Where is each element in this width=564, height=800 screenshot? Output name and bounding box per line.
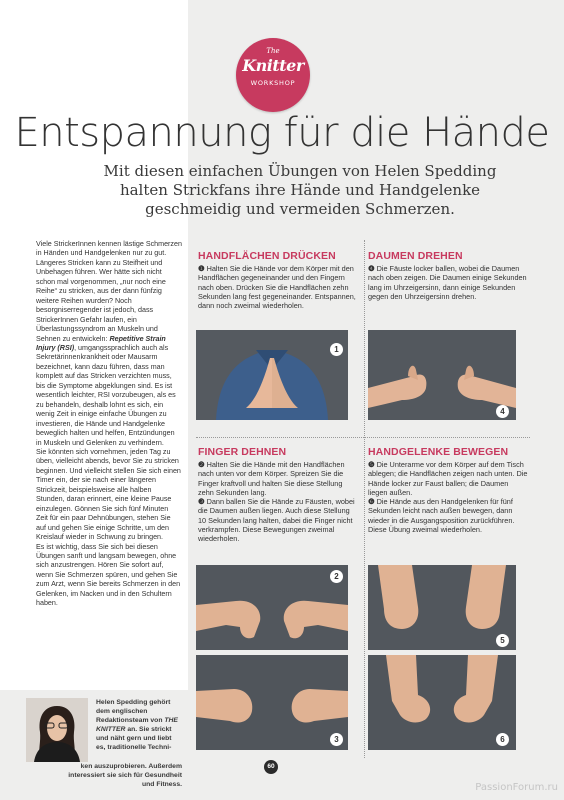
watermark: PassionForum.ru: [475, 782, 558, 793]
body-p1-part-b: , umgangssprachlich auch als Sekretärinnenkrankheit oder Mausarm bezeichnet, kann dazu führen, dass man komplett auf das Stricken verzichten muss, bis die Symptome abgeklungen sind. Es ist wesentlich leichter, RSI vorzubeugen, als es zu behandeln, deshalb lohnt es sich, ein wenig Zeit in einige einfache Übungen zu investieren, die Hände und Handgelenke beweglich halten und helfen, Entzündungen in Muskeln und Gelenken zu verhindern.: [36, 343, 176, 447]
section-text-handflaechen: [198, 264, 358, 310]
photo-finger-faust: [196, 655, 348, 750]
photo-finger-dehnen: [196, 565, 348, 650]
body-p1-part-a: Viele StrickerInnen kennen lästige Schmerzen in Händen und Handgelenken nur zu gut. Längeres Stricken kann zu Steifheit und Unbehagen führen. Wer hätte sich nicht schon mal vorgenommen, „nur noch eine Reihe“ zu stricken, aus der dann fünfzig weitere Reihen wurden? Noch besorgniserregender ist jedoch, dass StrickerInnen Gefahr laufen, ein Überlastungssyndrom an Muskeln und Sehnen zu entwickeln:: [36, 240, 182, 343]
page-title: Entspannung für die Hände: [14, 110, 550, 156]
body-paragraph-1: [36, 240, 182, 448]
page-number: 60: [264, 760, 278, 774]
logo-knitter: Knitter: [242, 56, 304, 75]
column-divider: [364, 240, 365, 758]
photo-1-image: [196, 330, 348, 420]
photo-badge-2: 2: [330, 570, 343, 583]
section-title-handflaechen: HANDFLÄCHEN DRÜCKEN: [198, 250, 336, 262]
section-text-daumen: [368, 264, 528, 301]
body-paragraph-2: Sie könnten sich vornehmen, jeden Tag zu üben, vielleicht abends, bevor Sie zu stricken beginnen. Und vielleicht stellen Sie sich einen Timer ein, der sie nach einer längeren Strickzeit, beispielsweise alle halben Stunden, daran erinnert, eine kleine Pause einzulegen. Gönnen Sie sich fünf Minuten Zeit für ein paar Dehnübungen, stehen Sie auf und gehen Sie einige Schritte, um den Kreislauf wieder in Schwung zu bringen.: [36, 447, 181, 542]
knitter-workshop-logo: [236, 38, 310, 112]
author-text-magazine: THE KNITTER: [96, 717, 178, 733]
step-number-6: ❻: [368, 497, 375, 507]
step-number-3: ❸: [198, 497, 205, 507]
photo-3-image: [196, 655, 348, 750]
step-text-3: Dann ballen Sie die Hände zu Fäusten, wobei die Daumen außen liegen. Auch diese Stellung 10 Sekunden lang halten, dabei die Finger nicht verkrampfen. Diese Bewegungen zweimal wiederholen.: [198, 497, 355, 544]
step-text-2: Halten Sie die Hände mit den Handflächen nach unten vor dem Körper. Spreizen Sie die Finger kraftvoll und halten Sie diese Stellung zehn Sekunden lang.: [198, 460, 345, 497]
step-text-1: Halten Sie die Hände vor dem Körper mit den Handflächen gegeneinander und den Fingern nach oben. Drücken Sie die Handflächen zehn Sekunden lang fest gegeneinander. Entspannen, dann noch zweimal wiederholen.: [198, 264, 356, 311]
section-text-finger: [198, 460, 358, 544]
body-paragraph-3: Es ist wichtig, dass Sie sich bei diesen Übungen sanft und langsam bewegen, ohne sich anzustrengen. Hören Sie sofort auf, wenn Sie Schmerzen spüren, und gehen Sie zum Arzt, wenn Sie bereits Schmerzen in den Gelenken, im Nacken und in den Schultern haben.: [36, 542, 181, 608]
logo-workshop: WORKSHOP: [250, 79, 296, 87]
photo-handgelenke-1: [368, 565, 516, 650]
photo-2-image: [196, 565, 348, 650]
photo-badge-4: 4: [496, 405, 509, 418]
section-text-handgelenke: [368, 460, 528, 534]
step-text-5: Die Unterarme vor dem Körper auf dem Tisch ablegen; die Handflächen zeigen nach unten. Die Hände locker zur Faust ballen; die Daumen liegen außen.: [368, 460, 528, 497]
section-title-handgelenke: HANDGELENKE BEWEGEN: [368, 446, 509, 458]
article-body: [36, 240, 182, 609]
photo-4-image: [368, 330, 516, 420]
step-text-4: Die Fäuste locker ballen, wobei die Daumen nach oben zeigen. Die Daumen einige Sekunden lang im Uhrzeigersinn, dann einige Sekunden gegen den Uhrzeigersinn drehen.: [368, 264, 527, 301]
step-number-2: ❷: [198, 460, 205, 469]
author-text-a: Helen Spedding gehört dem englischen Redaktionsteam von: [96, 699, 171, 724]
author-portrait-image: [26, 698, 88, 762]
subheading: Mit diesen einfachen Übungen von Helen Spedding halten Strickfans ihre Hände und Handgelenke geschmeidig und vermeiden Schmerzen.: [103, 162, 497, 218]
photo-badge-6: 6: [496, 733, 509, 746]
author-bio-top: [96, 698, 180, 752]
step-number-1: ❶: [198, 264, 205, 273]
logo-the: The: [266, 47, 280, 55]
author-bio-bottom: ken auszuprobieren. Außerdem interessiert sie sich für Gesundheit und Fitness.: [68, 763, 182, 788]
photo-6-image: [368, 655, 516, 750]
step-number-5: ❺: [368, 460, 375, 469]
photo-daumen-drehen: [368, 330, 516, 420]
section-title-daumen: DAUMEN DREHEN: [368, 250, 463, 262]
photo-5-image: [368, 565, 516, 650]
body-p1-emphasis: Repetitive Strain Injury (RSI): [36, 334, 166, 352]
photo-badge-1: 1: [330, 343, 343, 356]
author-text-b: an. Sie strickt und näht gern und liebt es, traditionelle Techni-: [96, 726, 172, 751]
photo-handgelenke-2: [368, 655, 516, 750]
author-photo: [26, 698, 88, 762]
step-number-4: ❹: [368, 264, 375, 273]
photo-handflaechen-druecken: [196, 330, 348, 420]
photo-badge-3: 3: [330, 733, 343, 746]
row-divider: [196, 437, 530, 438]
section-title-finger: FINGER DEHNEN: [198, 446, 287, 458]
step-text-6: Die Hände aus den Handgelenken für fünf Sekunden leicht nach außen bewegen, dann wieder in die Ausgangsposition zurückführen. Diese Übung zweimal wiederholen.: [368, 497, 515, 535]
photo-badge-5: 5: [496, 634, 509, 647]
